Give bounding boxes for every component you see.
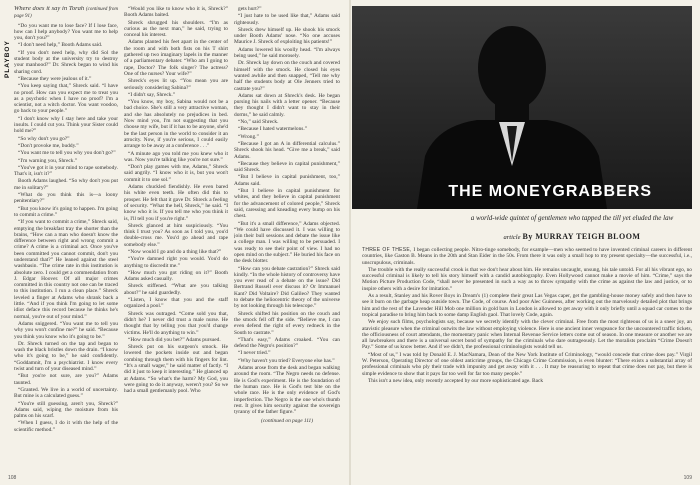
paragraph: “You keep saying that,” Shreck said. “I have no proof. How can you expect me to treat you as a psychotic when I have no proof? I'm a scientist, not a witch doctor. You want voodoo, go back to your people.”	[14, 83, 118, 115]
paragraph: Adams sat down at Shreck's desk. He began pursing his nails with a letter opener. “Because they thought I didn't want to stay in their dorms,” he said calmly.	[234, 92, 340, 118]
paragraph: “But you're not sure, are you?” Adams taunted.	[14, 373, 118, 386]
paragraph: “How much did you bet?” Adams pursued.	[128, 336, 221, 343]
col2-text	[124, 6, 228, 395]
left-column-1	[14, 6, 118, 470]
right-page-number: 109	[683, 475, 692, 481]
magazine-side-label: PLAYBOY	[4, 40, 11, 78]
paragraph: “I didn't say, Shreck.”	[128, 91, 176, 98]
byline-name: By MURRAY TEIGH BLOOM	[522, 232, 641, 241]
paragraph: “Granted. We live in a world of uncertainty. But mine is a calculated guess.”	[14, 386, 118, 400]
paragraph: “I just hate to be used like that,” Adams said righteously.	[234, 13, 340, 26]
article-byline	[452, 232, 692, 241]
paragraph: “Don't provoke me, buddy.”	[18, 142, 79, 149]
body-paragraph: As a result, Stanley and his Rover Boys in Dream's (1) complete their great Las Vegas caper, get the gambling-house money safely and then have to see it burn on the garbage heap outside town. The Code, of course. And poor Alec Guinness, after working out the marvelously detailed plot that brings him and the rest of the Lavender Hill Mob one million in gold bars in London is allowed to get away with it only briefly until a squad car comes to the tropical paradise to bring him back to some damp English gaol. That lovely Code, again.	[362, 293, 692, 318]
paragraph: “Do you want me to lose face? If I lose face, how can I help anybody? You want me to help you, don't you?”	[14, 22, 118, 42]
paragraph: Booth Adams laughed. “So why don't you put me in solitary?”	[14, 178, 118, 191]
article-body	[362, 247, 692, 469]
paragraph: “Don't play games with me, Adams,” Shreck said angrily. “I know who it is, but you won't commit it to one sol.”	[124, 164, 228, 183]
paragraph: Shreck's eyes lit up. “You mean you are seriously considering Sabina?”	[124, 78, 228, 91]
article-photo	[352, 6, 692, 209]
col3-text	[234, 6, 340, 415]
paragraph: Adams chuckled fiendishly. He even bared his white even teeth. He often did this to prosper. He felt that it gave Dr. Shreck a feeling of security. “What the hell, Shreck,” he said. “I know who it is. If you tell me who you think it is, I'll tell you if you're right.”	[124, 184, 228, 222]
paragraph: “That's easy,” Adams croaked. “You can defend the Negro's position?”	[234, 336, 340, 350]
man-silhouette-image	[407, 16, 617, 209]
paragraph: Adams planted his feet apart in the center of the room and with both fists on his T shirt gathered up two imaginary lapels in the manner of a parliamentary debater. “Who am I going to rape, Doctor? The folk singer? The actress? One of the nurses? Your wife?”	[124, 39, 228, 77]
col1-text	[14, 23, 118, 433]
byline-prefix: article	[503, 234, 521, 241]
paragraph: “Listen, I know that you and the staff organized a pool.”	[124, 297, 228, 310]
paragraph: “A minute ago you told me you knew who it was. Now you're talking like you're not sure.”	[124, 150, 228, 163]
paragraph: Dr. Shreck lay down on the couch and covered himself with the smock. He closed his eyes wanted awhile and then snapped, “Tell me why half the students body at Ole Jenners tried to castrate you?”	[234, 60, 340, 92]
paragraph: Adams sniggered. “You want me to tell you why you won't confine me?” he said. “Because you think you know who it's going to be.”	[14, 320, 118, 340]
lead-caps: THREE OF THESE,	[362, 247, 412, 253]
paragraph: “If you don't need help, why did Sol the student body at the university try to destroy your manhood?” Dr. Shreck began to wind his sharing cord.	[14, 49, 118, 75]
left-page-number: 108	[8, 475, 17, 481]
body-paragraph: “Most of us,” I was told by Donald E. J. MacNamara, Dean of the New York Institute of Criminology, “would concede that crime does pay.” Virgil W. Peterson, Operating Director of one oldest anticrime groups, the Chicago Crime Commission, is even blunter: “There exists a substantial array of professional criminals who ply their trade with impunity and get away with it . . . It may be reassuring to repeat that crime does not pay, but there is simple evidence to show that it pays far too well for far too many people.”	[362, 351, 692, 377]
paragraph: “You want me to tell you why you don't go?”	[18, 150, 116, 157]
continuation-note: (continued from page 91)	[14, 7, 118, 20]
body-paragraph: The trouble with the really successful crook is that we don't hear about him. He remains uncaught, unsung, his tale untold. For all his vibrant ego, no successful criminal is likely to tell his story himself with a candid autobiography. Even Hollywood cannot make a movie of him. “Crime,” says the Motion Picture Production Code, “shall never be presented in such a way as to throw sympathy with the crime as against the law and justice, or to inspire others with a desire for imitation.”	[362, 266, 692, 292]
paragraph: Adams arose from the desk and began walking around the room. “The Negro needs no defense. He is God's experiment. He is the foundation of the human race. He is God's test bite on the whole race. He is the only evidence of God's imperfection. The Negro is the one who's thumb rest. It gives him security against the sovereign tyranny of the father figure.”	[234, 365, 340, 416]
continuation-title: Where does it say in Torah	[14, 6, 85, 12]
paragraph: “Because they were jealous of it.”	[18, 75, 92, 82]
paragraph: “I never tried.”	[238, 350, 271, 357]
paragraph: gets hurt?”	[238, 6, 262, 12]
paragraph: Shreck was outraged. “Come sold you that, didn't he? I never did trust a male nurse. He thought that by telling you that you'd change victims. He'll do anything to win.”	[124, 310, 228, 336]
paragraph: “No,” said Shreck.	[238, 119, 279, 126]
paragraph: Shreck shifted his position on the couch and the smock fell off the side. “Believe me, I can even defend the right of every redneck in the South to castrate.”	[234, 310, 340, 336]
paragraph: “But I believe in capital punishment, too,” Adams said.	[234, 174, 340, 187]
paragraph: “I'm warning you, Shreck.”	[18, 157, 78, 164]
paragraph: “Why haven't you tried? Everyone else has.”	[238, 357, 335, 364]
paragraph: “Now would I go and do a thing like that?”	[128, 248, 222, 255]
paragraph: “You're damned right you would. You'd do anything to discredit me.”	[124, 256, 228, 269]
paragraph: Shreck put on his surgeon's smock. He lowered the pockets inside out and began combing through them with his fingers for lint. “It's a small wager,” he said matter of factly. “I did it just to keep it interesting.” He glanced up at Adams. “So what's the harm? My God, you were going to do it anyway, weren't you? So we had a small gentlemanly pool. Who	[124, 344, 228, 395]
paragraph: “But it's a small difference,” Adams objected. “We could have discussed it. I was willing to join their bull sessions and debate the issue like a college man. I was willing to be persuaded. I was ready to see their point of view. I had no open mind on the subject.” He buried his face on the desk blotter.	[234, 220, 340, 265]
paragraph: Adams lowered his woolly head. “I'm always being used,” he said morosely.	[234, 46, 340, 60]
paragraph: “I don't need help,” Booth Adams said.	[18, 42, 103, 49]
paragraph: “Wrong.”	[238, 133, 259, 140]
paragraph: “You know, my boy, Sabina would not be a bad choice. She's still a very attractive woman, and she has absolutely no prejudices in bed. Now mind you, I'm not suggesting that you choose my wife, but if it has to be anyone, she'd be the last person in the world to consider it an atrocity. Now, if you're serious, I could easily arrange to be away at a conference . . .”	[124, 99, 228, 150]
article-deck: a world-wide quintet of gentlemen who tapped the till yet eluded the law	[470, 214, 674, 222]
paragraph: Shreck shrugged his shoulders. “I'm as curious as the next man,” he said, trying to conceal his interest.	[124, 19, 228, 39]
paragraph: Shreck drew himself up. He shook his smock under Booth Adams' nose. “No one accuses Maurice J. Shreck of exploiting his patients!”	[234, 26, 340, 46]
paragraph: “Because I hated watermelons.”	[238, 126, 308, 133]
paragraph: “I don't know why I stay here and take your insults. I could cut you. Think your Sister could hold me?”	[14, 115, 118, 135]
paragraph: “Because they believe in capital punishment,” said Shreck.	[234, 160, 340, 174]
continued-on-note: (continued on page 111)	[260, 418, 314, 425]
left-column-3	[234, 6, 340, 470]
paragraph: “You've got it in your mind to rape somebody. That's it, isn't it?”	[14, 164, 118, 178]
paragraph: “If you want to commit a crime,” Shreck said, emptying the breakfast tray the shorter than the brains, “How can a man who doesn't know the difference between right and wrong commit a crime? A crime is a criminal act. Once you've been committed you cannot commit, don't you understand that?” He leaned against the steel washbasin. “The crime rate in this institution is absolute zero. I could get a commendation from J. Edgar Hoover. Of all major crimes committed in this country not one can be traced to this institution. I run a clean place.” Shreck leveled a finger at Adams who shrank back a little. “And if you think I'm going to let some idiot deface this record because he thinks he's normal, you're out of your mind.”	[14, 219, 118, 320]
paragraph: “So why don't you go?”	[18, 135, 70, 142]
paragraph: “How can you debate castration?” Shreck said kindly. “In the whole history of controversy have you ever read of a debate on the issue? Did Bertrand Russell ever discuss it? Or Immanuel Kant? Did Voltaire? Did Galileo? They wanted to debate the heliocentric theory of the universe by not looking through his telescope.”	[234, 265, 340, 310]
paragraph: Shreck stiffened. “What are you talking about?” he said guardedly.	[124, 283, 228, 296]
paragraph: “You're still guessing, aren't you, Shreck?” Adams said, wiping the moisture from his palms on his scarf.	[14, 400, 118, 420]
paragraph: “How much you got riding on it?” Booth Adams asked casually.	[124, 269, 228, 283]
paragraph: “But you know it's going to happen. I'm going to commit a crime.”	[14, 205, 118, 218]
body-paragraph: This isn't a new idea, only recently accepted by our more sophisticated age. Back	[368, 377, 544, 384]
paragraph: “Would you like to know who it is, Shreck?” Booth Adams baited.	[124, 6, 228, 19]
paragraph: “When I guess, I do it with the help of the scientific method.”	[14, 420, 118, 433]
paragraph: “Because I got an A in differential calculus.” Shreck shook his head. “Give me a break,” said Adams.	[234, 140, 340, 160]
lead-paragraph-text: I began collecting people. Nitro-tinge somebody, for example—men who seemed to have invented criminal careers in different countries, like Gaston B. Means in the 20th and Stan Eider in the 50s. From there it was only a small hop to my present specialty—the successful, i.e., unscrupulous, criminals.	[362, 247, 692, 266]
continuation-header	[14, 6, 118, 21]
paragraph: Shreck glanced at him suspiciously. “You think I trust you? As soon as I told you, you'd double-cross me. You'd go ahead and rape somebody else.”	[124, 222, 228, 248]
paragraph: Dr. Shreck turned on the tap and began to wash the black bristles down the drain. “I know who it's going to be,” he said confidently. “Goddamnit, I'm a psychiatrist. I know every twist and turn of your diseased mind.”	[14, 340, 118, 373]
photo-title: THE MONEYGRABBERS	[448, 183, 652, 200]
lead-paragraph	[362, 247, 692, 266]
left-column-2	[124, 6, 228, 470]
page-gutter	[349, 0, 351, 485]
body-paragraph: We enjoy such films, psychologists say, because we secretly identify with the clever criminal. Free from the most righteous of us is a sneer joy, an atavistic pleasure when the criminal outwits the law without employing violence. Here is one ancient inner vengeance for the uncountered traffic tickets, the officiousness of court attendants, the momentary panic when Internal Revenue Service letters come out of season. In one measure or another we are all lawbreakers and there is a universal secret bond of sympathy for the criminals who dare outrageously. Let the moralists proclaim “Crime Doesn't Pay.” Some of us know better. And if we didn't, the professional criminologists would tell us.	[362, 319, 692, 351]
paragraph: “What do you think this is—a loony penitentiary?”	[14, 192, 118, 205]
paragraph: “But I believe in capital punishment for whites, and they believe in capital punishment for the advancement of colored people,” Shreck said, caressing and kneading every bump on his chest.	[234, 188, 340, 220]
